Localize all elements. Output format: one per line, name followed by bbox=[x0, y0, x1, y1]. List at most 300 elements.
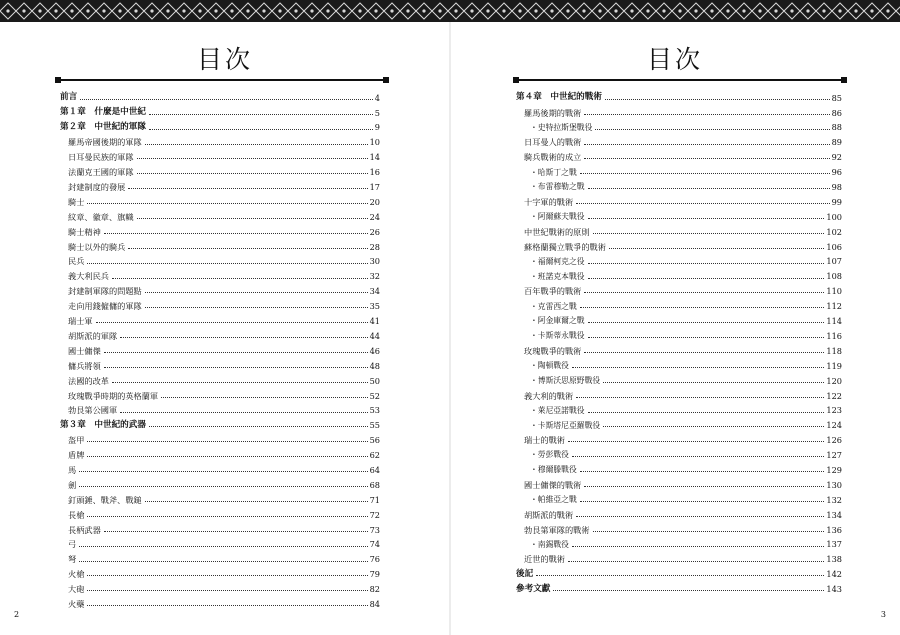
toc-entry-label: ・帕維亞之戰 bbox=[530, 495, 577, 505]
toc-entry-label: ・阿金庫爾之戰 bbox=[530, 316, 585, 326]
toc-entry-label: 羅馬帝國後期的軍隊 bbox=[68, 137, 142, 148]
band-dot bbox=[582, 9, 585, 12]
dot-leader bbox=[112, 278, 368, 279]
toc-chapter-entry bbox=[60, 415, 380, 430]
band-dot bbox=[406, 9, 409, 12]
dot-leader bbox=[104, 531, 368, 532]
dot-leader bbox=[588, 218, 825, 219]
toc-section-entry bbox=[60, 564, 380, 579]
dot-leader bbox=[588, 412, 825, 413]
dot-leader bbox=[593, 531, 825, 532]
toc-entry-page: 110 bbox=[826, 286, 842, 297]
toc-battle-entry bbox=[516, 266, 842, 281]
toc-entry-label: 參考文獻 bbox=[516, 583, 551, 594]
toc-entry-label: ・布雷穆勒之戰 bbox=[530, 182, 585, 192]
band-dot bbox=[86, 9, 89, 12]
toc-list bbox=[60, 87, 380, 608]
band-dot bbox=[182, 9, 185, 12]
toc-section-entry bbox=[60, 355, 380, 370]
toc-entry-page: 88 bbox=[831, 122, 842, 133]
toc-entry-label: 第２章 中世紀的軍隊 bbox=[60, 122, 146, 133]
dot-leader bbox=[580, 471, 825, 472]
toc-entry-label: 前言 bbox=[60, 92, 78, 103]
toc-entry-page: 10 bbox=[369, 137, 380, 148]
band-dot bbox=[38, 9, 41, 12]
band-dot bbox=[118, 9, 121, 12]
toc-entry-label: ・卡斯蒂永戰役 bbox=[530, 331, 585, 341]
band-dot bbox=[470, 9, 473, 12]
band-dot bbox=[246, 9, 249, 12]
toc-section-entry bbox=[516, 429, 842, 444]
toc-entry-label: 百年戰爭的戰術 bbox=[524, 286, 582, 297]
toc-entry-label: ・陶頓戰役 bbox=[530, 361, 569, 371]
dot-leader bbox=[87, 575, 367, 576]
toc-entry-page: 68 bbox=[369, 479, 380, 490]
toc-entry-page: 116 bbox=[826, 330, 842, 341]
toc-chapter-entry bbox=[516, 564, 842, 579]
dot-leader bbox=[87, 605, 367, 606]
toc-entry-page: 136 bbox=[826, 524, 842, 535]
toc-entry-label: 第４章 中世紀的戰術 bbox=[516, 92, 602, 103]
toc-entry-page: 123 bbox=[826, 405, 842, 416]
toc-section-entry bbox=[60, 191, 380, 206]
toc-section-entry bbox=[516, 132, 842, 147]
dot-leader bbox=[580, 173, 830, 174]
dot-leader bbox=[572, 546, 824, 547]
toc-section-entry bbox=[60, 266, 380, 281]
toc-entry-label: ・班諾克本戰役 bbox=[530, 271, 585, 281]
toc-section-entry bbox=[516, 281, 842, 296]
toc-section-entry bbox=[516, 340, 842, 355]
dot-leader bbox=[588, 278, 825, 279]
dot-leader bbox=[104, 367, 368, 368]
toc-entry-page: 86 bbox=[831, 107, 842, 118]
toc-entry-page: 122 bbox=[826, 390, 842, 401]
toc-chapter-entry bbox=[516, 87, 842, 102]
toc-section-entry bbox=[60, 489, 380, 504]
toc-entry-page: 62 bbox=[369, 450, 380, 461]
band-dot bbox=[598, 9, 601, 12]
dot-leader bbox=[584, 144, 829, 145]
toc-chapter-entry bbox=[60, 87, 380, 102]
band-dot bbox=[166, 9, 169, 12]
band-dot bbox=[822, 9, 825, 12]
toc-section-entry bbox=[516, 236, 842, 251]
toc-entry-page: 112 bbox=[826, 301, 842, 312]
dot-leader bbox=[137, 158, 368, 159]
dot-leader bbox=[568, 561, 824, 562]
band-dot bbox=[742, 9, 745, 12]
band-dot bbox=[806, 9, 809, 12]
dot-leader bbox=[536, 575, 824, 576]
band-dot bbox=[502, 9, 505, 12]
toc-section-entry bbox=[60, 295, 380, 310]
dot-leader bbox=[79, 471, 367, 472]
toc-entry-page: 72 bbox=[369, 509, 380, 520]
toc-entry-label: 釘頭錘、戰斧、戰鎚 bbox=[68, 494, 142, 505]
dot-leader bbox=[603, 426, 824, 427]
band-dot bbox=[134, 9, 137, 12]
band-dot bbox=[294, 9, 297, 12]
toc-entry-page: 64 bbox=[369, 464, 380, 475]
toc-entry-page: 89 bbox=[831, 137, 842, 148]
title-rule bbox=[516, 79, 844, 81]
band-dot bbox=[310, 9, 313, 12]
dot-leader bbox=[79, 561, 367, 562]
toc-entry-label: 蘇格蘭獨立戰爭的戰術 bbox=[524, 241, 606, 252]
dot-leader bbox=[553, 590, 824, 591]
toc-entry-page: 28 bbox=[369, 241, 380, 252]
toc-entry-label: 國士傭傑 bbox=[68, 345, 101, 356]
toc-entry-page: 76 bbox=[369, 554, 380, 565]
toc-entry-page: 32 bbox=[369, 271, 380, 282]
toc-section-entry bbox=[60, 340, 380, 355]
toc-section-entry bbox=[516, 102, 842, 117]
toc-battle-entry bbox=[516, 161, 842, 176]
toc-entry-page: 74 bbox=[369, 539, 380, 550]
dot-leader bbox=[145, 501, 368, 502]
toc-entry-label: 大砲 bbox=[68, 584, 85, 595]
toc-entry-label: 十字軍的戰術 bbox=[524, 196, 574, 207]
toc-entry-page: 132 bbox=[826, 494, 842, 505]
dot-leader bbox=[128, 248, 367, 249]
toc-section-entry bbox=[60, 176, 380, 191]
toc-section-entry bbox=[60, 593, 380, 608]
page-gutter bbox=[449, 22, 451, 635]
toc-entry-label: 義大利民兵 bbox=[68, 271, 109, 282]
toc-entry-page: 14 bbox=[369, 152, 380, 163]
page-title: 目次 bbox=[196, 45, 253, 74]
dot-leader bbox=[161, 397, 368, 398]
band-dot bbox=[758, 9, 761, 12]
dot-leader bbox=[137, 218, 368, 219]
toc-section-entry bbox=[60, 161, 380, 176]
dot-leader bbox=[120, 337, 367, 338]
dot-leader bbox=[588, 188, 830, 189]
toc-entry-label: ・博斯沃思原野戰役 bbox=[530, 376, 601, 386]
dot-leader bbox=[595, 129, 829, 130]
dot-leader bbox=[79, 546, 367, 547]
toc-section-entry bbox=[60, 251, 380, 266]
toc-section-entry bbox=[516, 221, 842, 236]
toc-entry-page: 53 bbox=[369, 405, 380, 416]
toc-entry-page: 16 bbox=[369, 167, 380, 178]
dot-leader bbox=[609, 248, 824, 249]
toc-battle-entry bbox=[516, 489, 842, 504]
dot-leader bbox=[149, 114, 373, 115]
dot-leader bbox=[588, 337, 825, 338]
toc-section-entry bbox=[60, 474, 380, 489]
dot-leader bbox=[576, 516, 824, 517]
toc-entry-page: 50 bbox=[369, 375, 380, 386]
toc-entry-label: ・哈斯丁之戰 bbox=[530, 167, 577, 177]
toc-entry-label: 盾牌 bbox=[68, 450, 85, 461]
toc-entry-label: 第１章 什麼是中世紀 bbox=[60, 107, 146, 118]
toc-entry-page: 30 bbox=[369, 256, 380, 267]
band-dot bbox=[790, 9, 793, 12]
dot-leader bbox=[593, 233, 825, 234]
dot-leader bbox=[104, 352, 368, 353]
toc-entry-page: 41 bbox=[369, 316, 380, 327]
toc-battle-entry bbox=[516, 251, 842, 266]
toc-entry-page: 142 bbox=[826, 569, 842, 580]
band-dot bbox=[422, 9, 425, 12]
toc-section-entry bbox=[516, 549, 842, 564]
toc-entry-label: 劍 bbox=[68, 479, 77, 490]
dot-leader bbox=[145, 307, 368, 308]
toc-battle-entry bbox=[516, 176, 842, 191]
toc-entry-label: 法國的改革 bbox=[68, 375, 109, 386]
dot-leader bbox=[149, 129, 373, 130]
toc-entry-label: 騎兵戰術的成立 bbox=[524, 152, 582, 163]
band-dot bbox=[518, 9, 521, 12]
toc-entry-page: 92 bbox=[831, 152, 842, 163]
toc-battle-entry bbox=[516, 206, 842, 221]
toc-entry-label: 火槍 bbox=[68, 569, 85, 580]
dot-leader bbox=[87, 516, 367, 517]
band-dot bbox=[374, 9, 377, 12]
band-dot bbox=[534, 9, 537, 12]
toc-section-entry bbox=[516, 519, 842, 534]
toc-entry-label: 瑞士軍 bbox=[68, 316, 93, 327]
dot-leader bbox=[576, 397, 824, 398]
toc-section-entry bbox=[60, 578, 380, 593]
toc-entry-page: 106 bbox=[826, 241, 842, 252]
toc-entry-label: 近世的戰術 bbox=[524, 554, 565, 565]
toc-entry-page: 71 bbox=[369, 494, 380, 505]
toc-entry-label: ・勞彭戰役 bbox=[530, 450, 569, 460]
page-number: 2 bbox=[14, 610, 20, 619]
toc-entry-label: 勃艮第公國軍 bbox=[68, 405, 118, 416]
toc-entry-page: 79 bbox=[369, 569, 380, 580]
band-dot bbox=[150, 9, 153, 12]
toc-entry-page: 34 bbox=[369, 286, 380, 297]
toc-entry-label: 火藥 bbox=[68, 598, 85, 609]
dot-leader bbox=[87, 203, 367, 204]
toc-entry-page: 98 bbox=[831, 182, 842, 193]
dot-leader bbox=[584, 486, 824, 487]
right-page bbox=[450, 22, 900, 635]
toc-entry-page: 24 bbox=[369, 211, 380, 222]
toc-entry-page: 44 bbox=[369, 330, 380, 341]
band-dot bbox=[70, 9, 73, 12]
toc-entry-label: 騎士以外的騎兵 bbox=[68, 241, 126, 252]
toc-entry-label: ・穆爾滕戰役 bbox=[530, 465, 577, 475]
dot-leader bbox=[603, 382, 824, 383]
toc-section-entry bbox=[60, 534, 380, 549]
dot-leader bbox=[145, 292, 368, 293]
toc-entry-label: 騎士精神 bbox=[68, 226, 101, 237]
toc-section-entry bbox=[516, 191, 842, 206]
band-dot bbox=[454, 9, 457, 12]
toc-section-entry bbox=[60, 400, 380, 415]
dot-leader bbox=[104, 233, 368, 234]
toc-section-entry bbox=[60, 429, 380, 444]
toc-entry-label: 日耳曼民族的軍隊 bbox=[68, 152, 134, 163]
toc-entry-page: 143 bbox=[826, 584, 842, 595]
toc-entry-label: 法蘭克王國的軍隊 bbox=[68, 167, 134, 178]
band-dot bbox=[6, 9, 9, 12]
band-dot bbox=[342, 9, 345, 12]
toc-entry-page: 52 bbox=[369, 390, 380, 401]
dot-leader bbox=[87, 441, 367, 442]
toc-section-entry bbox=[60, 310, 380, 325]
toc-battle-entry bbox=[516, 310, 842, 325]
band-dot bbox=[278, 9, 281, 12]
band-dot bbox=[838, 9, 841, 12]
toc-entry-page: 96 bbox=[831, 167, 842, 178]
band-dot bbox=[870, 9, 873, 12]
toc-entry-label: 盔甲 bbox=[68, 435, 85, 446]
band-dot bbox=[774, 9, 777, 12]
band-dot bbox=[614, 9, 617, 12]
toc-entry-page: 35 bbox=[369, 301, 380, 312]
band-dot bbox=[726, 9, 729, 12]
toc-entry-label: 第３章 中世紀的武器 bbox=[60, 419, 146, 430]
toc-entry-label: ・萊尼亞諾戰役 bbox=[530, 405, 585, 415]
title-rule bbox=[58, 79, 386, 81]
toc-entry-page: 99 bbox=[831, 196, 842, 207]
toc-entry-page: 138 bbox=[826, 554, 842, 565]
toc-entry-label: 騎士 bbox=[68, 196, 85, 207]
dot-leader bbox=[584, 352, 824, 353]
toc-section-entry bbox=[60, 370, 380, 385]
toc-entry-page: 118 bbox=[826, 345, 842, 356]
toc-entry-label: 紋章、徽章、旗幟 bbox=[68, 211, 134, 222]
toc-entry-page: 82 bbox=[369, 584, 380, 595]
dot-leader bbox=[588, 263, 825, 264]
band-dot bbox=[102, 9, 105, 12]
toc-entry-page: 55 bbox=[369, 420, 380, 431]
page-number: 3 bbox=[880, 610, 886, 619]
toc-entry-label: 封建制軍隊的問題點 bbox=[68, 286, 142, 297]
toc-section-entry bbox=[60, 147, 380, 162]
toc-list bbox=[516, 87, 842, 593]
band-dot bbox=[358, 9, 361, 12]
toc-entry-page: 84 bbox=[369, 598, 380, 609]
dot-leader bbox=[112, 382, 368, 383]
band-dot bbox=[550, 9, 553, 12]
dot-leader bbox=[80, 99, 373, 100]
decorative-top-band bbox=[0, 0, 900, 22]
toc-section-entry bbox=[516, 385, 842, 400]
toc-entry-label: 長槍 bbox=[68, 509, 85, 520]
toc-entry-label: 胡斯派的軍隊 bbox=[68, 330, 118, 341]
band-dot bbox=[214, 9, 217, 12]
band-dot bbox=[486, 9, 489, 12]
toc-entry-label: 玫瑰戰爭時期的英格蘭軍 bbox=[68, 390, 159, 401]
toc-section-entry bbox=[60, 132, 380, 147]
dot-leader bbox=[128, 188, 367, 189]
toc-entry-page: 73 bbox=[369, 524, 380, 535]
dot-leader bbox=[588, 322, 825, 323]
dot-leader bbox=[145, 144, 368, 145]
band-dot bbox=[710, 9, 713, 12]
dot-leader bbox=[87, 263, 367, 264]
dot-leader bbox=[96, 322, 368, 323]
page-title: 目次 bbox=[646, 45, 703, 74]
toc-entry-page: 127 bbox=[826, 450, 842, 461]
toc-entry-page: 120 bbox=[826, 375, 842, 386]
toc-entry-page: 4 bbox=[374, 92, 380, 103]
toc-entry-page: 85 bbox=[831, 92, 842, 103]
band-dot bbox=[326, 9, 329, 12]
toc-section-entry bbox=[516, 474, 842, 489]
toc-entry-label: 後記 bbox=[516, 568, 534, 579]
toc-section-entry bbox=[60, 236, 380, 251]
toc-section-entry bbox=[516, 147, 842, 162]
band-dot bbox=[390, 9, 393, 12]
toc-entry-label: ・福爾柯克之役 bbox=[530, 256, 585, 266]
toc-battle-entry bbox=[516, 117, 842, 132]
dot-leader bbox=[87, 590, 367, 591]
toc-battle-entry bbox=[516, 325, 842, 340]
toc-battle-entry bbox=[516, 415, 842, 430]
toc-entry-label: 民兵 bbox=[68, 256, 85, 267]
toc-entry-label: 走向用錢僱傭的軍隊 bbox=[68, 301, 142, 312]
toc-entry-page: 108 bbox=[826, 271, 842, 282]
dot-leader bbox=[572, 367, 824, 368]
toc-entry-label: 長柄武器 bbox=[68, 524, 101, 535]
toc-entry-label: 弓 bbox=[68, 539, 77, 550]
toc-entry-page: 124 bbox=[826, 420, 842, 431]
band-dot bbox=[262, 9, 265, 12]
toc-entry-label: 胡斯派的戰術 bbox=[524, 509, 574, 520]
toc-entry-label: 義大利的戰術 bbox=[524, 390, 574, 401]
dot-leader bbox=[584, 158, 829, 159]
toc-entry-page: 26 bbox=[369, 226, 380, 237]
toc-section-entry bbox=[60, 385, 380, 400]
toc-entry-label: ・卡斯塔尼亞羅戰役 bbox=[530, 420, 601, 430]
toc-entry-label: ・阿爾蘇夫戰役 bbox=[530, 212, 585, 222]
dot-leader bbox=[79, 486, 367, 487]
dot-leader bbox=[568, 441, 824, 442]
band-dot bbox=[678, 9, 681, 12]
toc-entry-label: 日耳曼人的戰術 bbox=[524, 137, 582, 148]
toc-entry-page: 102 bbox=[826, 226, 842, 237]
toc-section-entry bbox=[60, 221, 380, 236]
toc-entry-page: 20 bbox=[369, 196, 380, 207]
toc-entry-label: ・南錫戰役 bbox=[530, 539, 569, 549]
band-dot bbox=[438, 9, 441, 12]
band-dot bbox=[854, 9, 857, 12]
dot-leader bbox=[149, 426, 368, 427]
dot-leader bbox=[605, 99, 830, 100]
band-dot bbox=[198, 9, 201, 12]
toc-entry-label: 羅馬後期的戰術 bbox=[524, 107, 582, 118]
toc-entry-page: 129 bbox=[826, 464, 842, 475]
toc-entry-page: 48 bbox=[369, 360, 380, 371]
toc-chapter-entry bbox=[516, 578, 842, 593]
band-dot bbox=[694, 9, 697, 12]
toc-section-entry bbox=[60, 549, 380, 564]
toc-entry-page: 46 bbox=[369, 345, 380, 356]
toc-section-entry bbox=[60, 444, 380, 459]
toc-battle-entry bbox=[516, 459, 842, 474]
toc-entry-page: 100 bbox=[826, 211, 842, 222]
dot-leader bbox=[580, 501, 825, 502]
toc-entry-label: 中世紀戰術的原則 bbox=[524, 226, 590, 237]
dot-leader bbox=[584, 292, 824, 293]
toc-entry-page: 9 bbox=[374, 122, 380, 133]
band-dot bbox=[646, 9, 649, 12]
toc-entry-page: 114 bbox=[826, 316, 842, 327]
toc-section-entry bbox=[60, 206, 380, 221]
toc-entry-page: 137 bbox=[826, 539, 842, 550]
band-dot bbox=[230, 9, 233, 12]
toc-battle-entry bbox=[516, 295, 842, 310]
toc-entry-label: 馬 bbox=[68, 464, 77, 475]
